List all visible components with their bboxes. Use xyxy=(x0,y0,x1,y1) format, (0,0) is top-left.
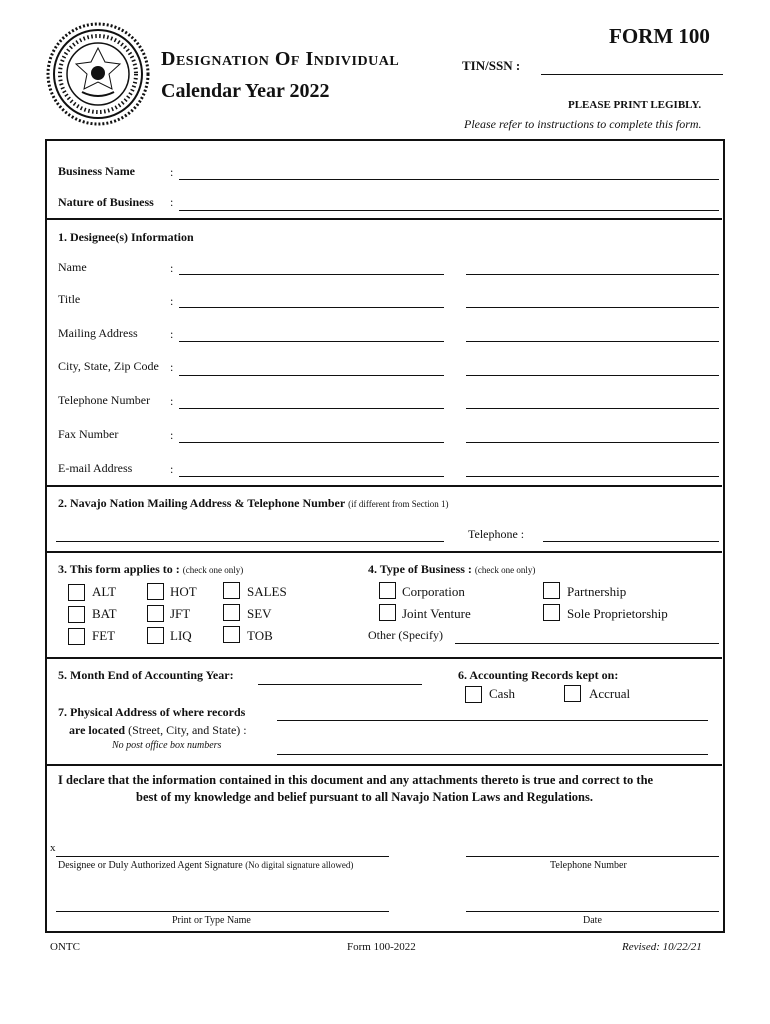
nature-of-business-label: Nature of Business xyxy=(58,195,154,209)
sev-checkbox[interactable] xyxy=(223,604,240,621)
joint-venture-label: Joint Venture xyxy=(402,606,471,621)
email-address-field-2[interactable] xyxy=(466,476,719,477)
cash-checkbox[interactable] xyxy=(465,686,482,703)
signature-telephone-field[interactable] xyxy=(466,856,719,857)
section2-heading xyxy=(58,496,448,511)
month-end-label: 5. Month End of Accounting Year: xyxy=(58,668,234,682)
physical-address-label: 7. Physical Address of where records xyxy=(58,705,246,719)
colon: : xyxy=(170,428,174,442)
colon: : xyxy=(170,294,174,308)
divider xyxy=(46,218,722,220)
fax-number-field-1[interactable] xyxy=(179,442,444,443)
designee-title-field-1[interactable] xyxy=(179,307,444,308)
instructions-note: Please refer to instructions to complete this form. xyxy=(464,117,702,131)
tob-label: TOB xyxy=(247,628,273,643)
colon: : xyxy=(170,394,174,408)
section3-note: (check one only) xyxy=(182,565,244,575)
physical-address-field-1[interactable] xyxy=(277,720,708,721)
email-address-label: E-mail Address xyxy=(58,461,133,475)
other-specify-label: Other (Specify) xyxy=(368,628,443,642)
print-name-field[interactable] xyxy=(56,911,389,912)
colon: : xyxy=(170,261,174,275)
tin-ssn-field[interactable] xyxy=(541,74,723,75)
section4-title: 4. Type of Business : xyxy=(368,562,472,576)
print-name-label: Print or Type Name xyxy=(172,915,251,926)
telephone-number-field-1[interactable] xyxy=(179,408,444,409)
footer-left: ONTC xyxy=(50,941,80,953)
fet-label: FET xyxy=(92,628,116,643)
designee-title-label: Title xyxy=(58,292,81,306)
tob-checkbox[interactable] xyxy=(223,626,240,643)
colon: : xyxy=(170,360,174,374)
corporation-checkbox[interactable] xyxy=(379,582,396,599)
accrual-label: Accrual xyxy=(589,686,631,701)
colon: : xyxy=(170,462,174,476)
section2-title: 2. Navajo Nation Mailing Address & Telephone Number xyxy=(58,496,346,510)
liq-checkbox[interactable] xyxy=(147,627,164,644)
date-field[interactable] xyxy=(466,911,719,912)
declaration-text-line1: I declare that the information contained in this document and any attachments thereto is true and correct to the xyxy=(58,773,654,787)
nn-telephone-label: Telephone : xyxy=(468,527,525,541)
accrual-checkbox[interactable] xyxy=(564,685,581,702)
jft-label: JFT xyxy=(170,606,191,621)
po-box-note: No post office box numbers xyxy=(112,740,222,751)
sales-checkbox[interactable] xyxy=(223,582,240,599)
cash-label: Cash xyxy=(489,686,515,701)
business-name-label: Business Name xyxy=(58,164,136,178)
declaration-text-line2: best of my knowledge and belief pursuant to all Navajo Nation Laws and Regulations. xyxy=(136,790,593,804)
street-city-state-text: (Street, City, and State) : xyxy=(128,723,247,737)
section3-heading xyxy=(58,562,243,577)
email-address-field-1[interactable] xyxy=(179,476,444,477)
alt-label: ALT xyxy=(92,584,117,599)
form-number: FORM 100 xyxy=(609,24,710,48)
signature-x-mark: x xyxy=(50,842,56,854)
designee-heading: 1. Designee(s) Information xyxy=(58,230,194,244)
divider xyxy=(46,764,722,766)
jft-checkbox[interactable] xyxy=(147,605,164,622)
joint-venture-checkbox[interactable] xyxy=(379,604,396,621)
designee-name-field-2[interactable] xyxy=(466,274,719,275)
calendar-year-title: Calendar Year 2022 xyxy=(161,80,330,102)
hot-checkbox[interactable] xyxy=(147,583,164,600)
section4-note: (check one only) xyxy=(474,565,536,575)
signature-telephone-label: Telephone Number xyxy=(550,860,627,871)
sales-label: SALES xyxy=(247,584,287,599)
designee-name-label: Name xyxy=(58,260,87,274)
liq-label: LIQ xyxy=(170,628,192,643)
partnership-checkbox[interactable] xyxy=(543,582,560,599)
footer-revised: Revised: 10/22/21 xyxy=(622,941,702,953)
fet-checkbox[interactable] xyxy=(68,628,85,645)
colon: : xyxy=(170,195,174,209)
divider xyxy=(46,485,722,487)
section3-title: 3. This form applies to : xyxy=(58,562,180,576)
nn-mailing-address-field[interactable] xyxy=(56,541,444,542)
sole-proprietorship-label: Sole Proprietorship xyxy=(567,606,668,621)
signature-note: (No digital signature allowed) xyxy=(245,860,354,870)
alt-checkbox[interactable] xyxy=(68,584,85,601)
signature-label xyxy=(58,860,353,871)
date-label: Date xyxy=(583,915,602,926)
city-state-zip-field-1[interactable] xyxy=(179,375,444,376)
bat-label: BAT xyxy=(92,606,117,621)
footer-center: Form 100-2022 xyxy=(347,941,416,953)
section2-note: (if different from Section 1) xyxy=(348,499,449,509)
hot-label: HOT xyxy=(170,584,197,599)
designee-title-field-2[interactable] xyxy=(466,307,719,308)
month-end-field[interactable] xyxy=(258,684,422,685)
mailing-address-field-2[interactable] xyxy=(466,341,719,342)
other-specify-field[interactable] xyxy=(455,643,719,644)
divider xyxy=(46,551,722,553)
fax-number-label: Fax Number xyxy=(58,427,119,441)
city-state-zip-field-2[interactable] xyxy=(466,375,719,376)
mailing-address-label: Mailing Address xyxy=(58,326,138,340)
bat-checkbox[interactable] xyxy=(68,606,85,623)
sev-label: SEV xyxy=(247,606,272,621)
business-name-field[interactable] xyxy=(179,179,719,180)
corporation-label: Corporation xyxy=(402,584,465,599)
city-state-zip-label: City, State, Zip Code xyxy=(58,359,159,373)
physical-address-field-2[interactable] xyxy=(277,754,708,755)
telephone-number-field-2[interactable] xyxy=(466,408,719,409)
accounting-records-label: 6. Accounting Records kept on: xyxy=(458,668,619,682)
are-located-text: are located xyxy=(69,723,126,737)
fax-number-field-2[interactable] xyxy=(466,442,719,443)
colon: : xyxy=(170,165,174,179)
form-frame xyxy=(45,139,725,933)
divider xyxy=(46,657,722,659)
tin-ssn-label: TIN/SSN : xyxy=(462,58,521,73)
section4-heading xyxy=(368,562,535,577)
sole-proprietorship-checkbox[interactable] xyxy=(543,604,560,621)
designee-name-field-1[interactable] xyxy=(179,274,444,275)
nn-telephone-field[interactable] xyxy=(543,541,719,542)
mailing-address-field-1[interactable] xyxy=(179,341,444,342)
form-title: Designation Of Individual xyxy=(161,48,400,70)
navajo-nation-seal-icon xyxy=(46,22,150,126)
physical-address-label-line2 xyxy=(69,723,247,738)
print-notice: PLEASE PRINT LEGIBLY. xyxy=(568,99,702,111)
partnership-label: Partnership xyxy=(567,584,627,599)
signature-field[interactable] xyxy=(56,856,389,857)
telephone-number-label: Telephone Number xyxy=(58,393,151,407)
colon: : xyxy=(170,327,174,341)
signature-label-text: Designee or Duly Authorized Agent Signature xyxy=(58,860,243,871)
nature-of-business-field[interactable] xyxy=(179,210,719,211)
